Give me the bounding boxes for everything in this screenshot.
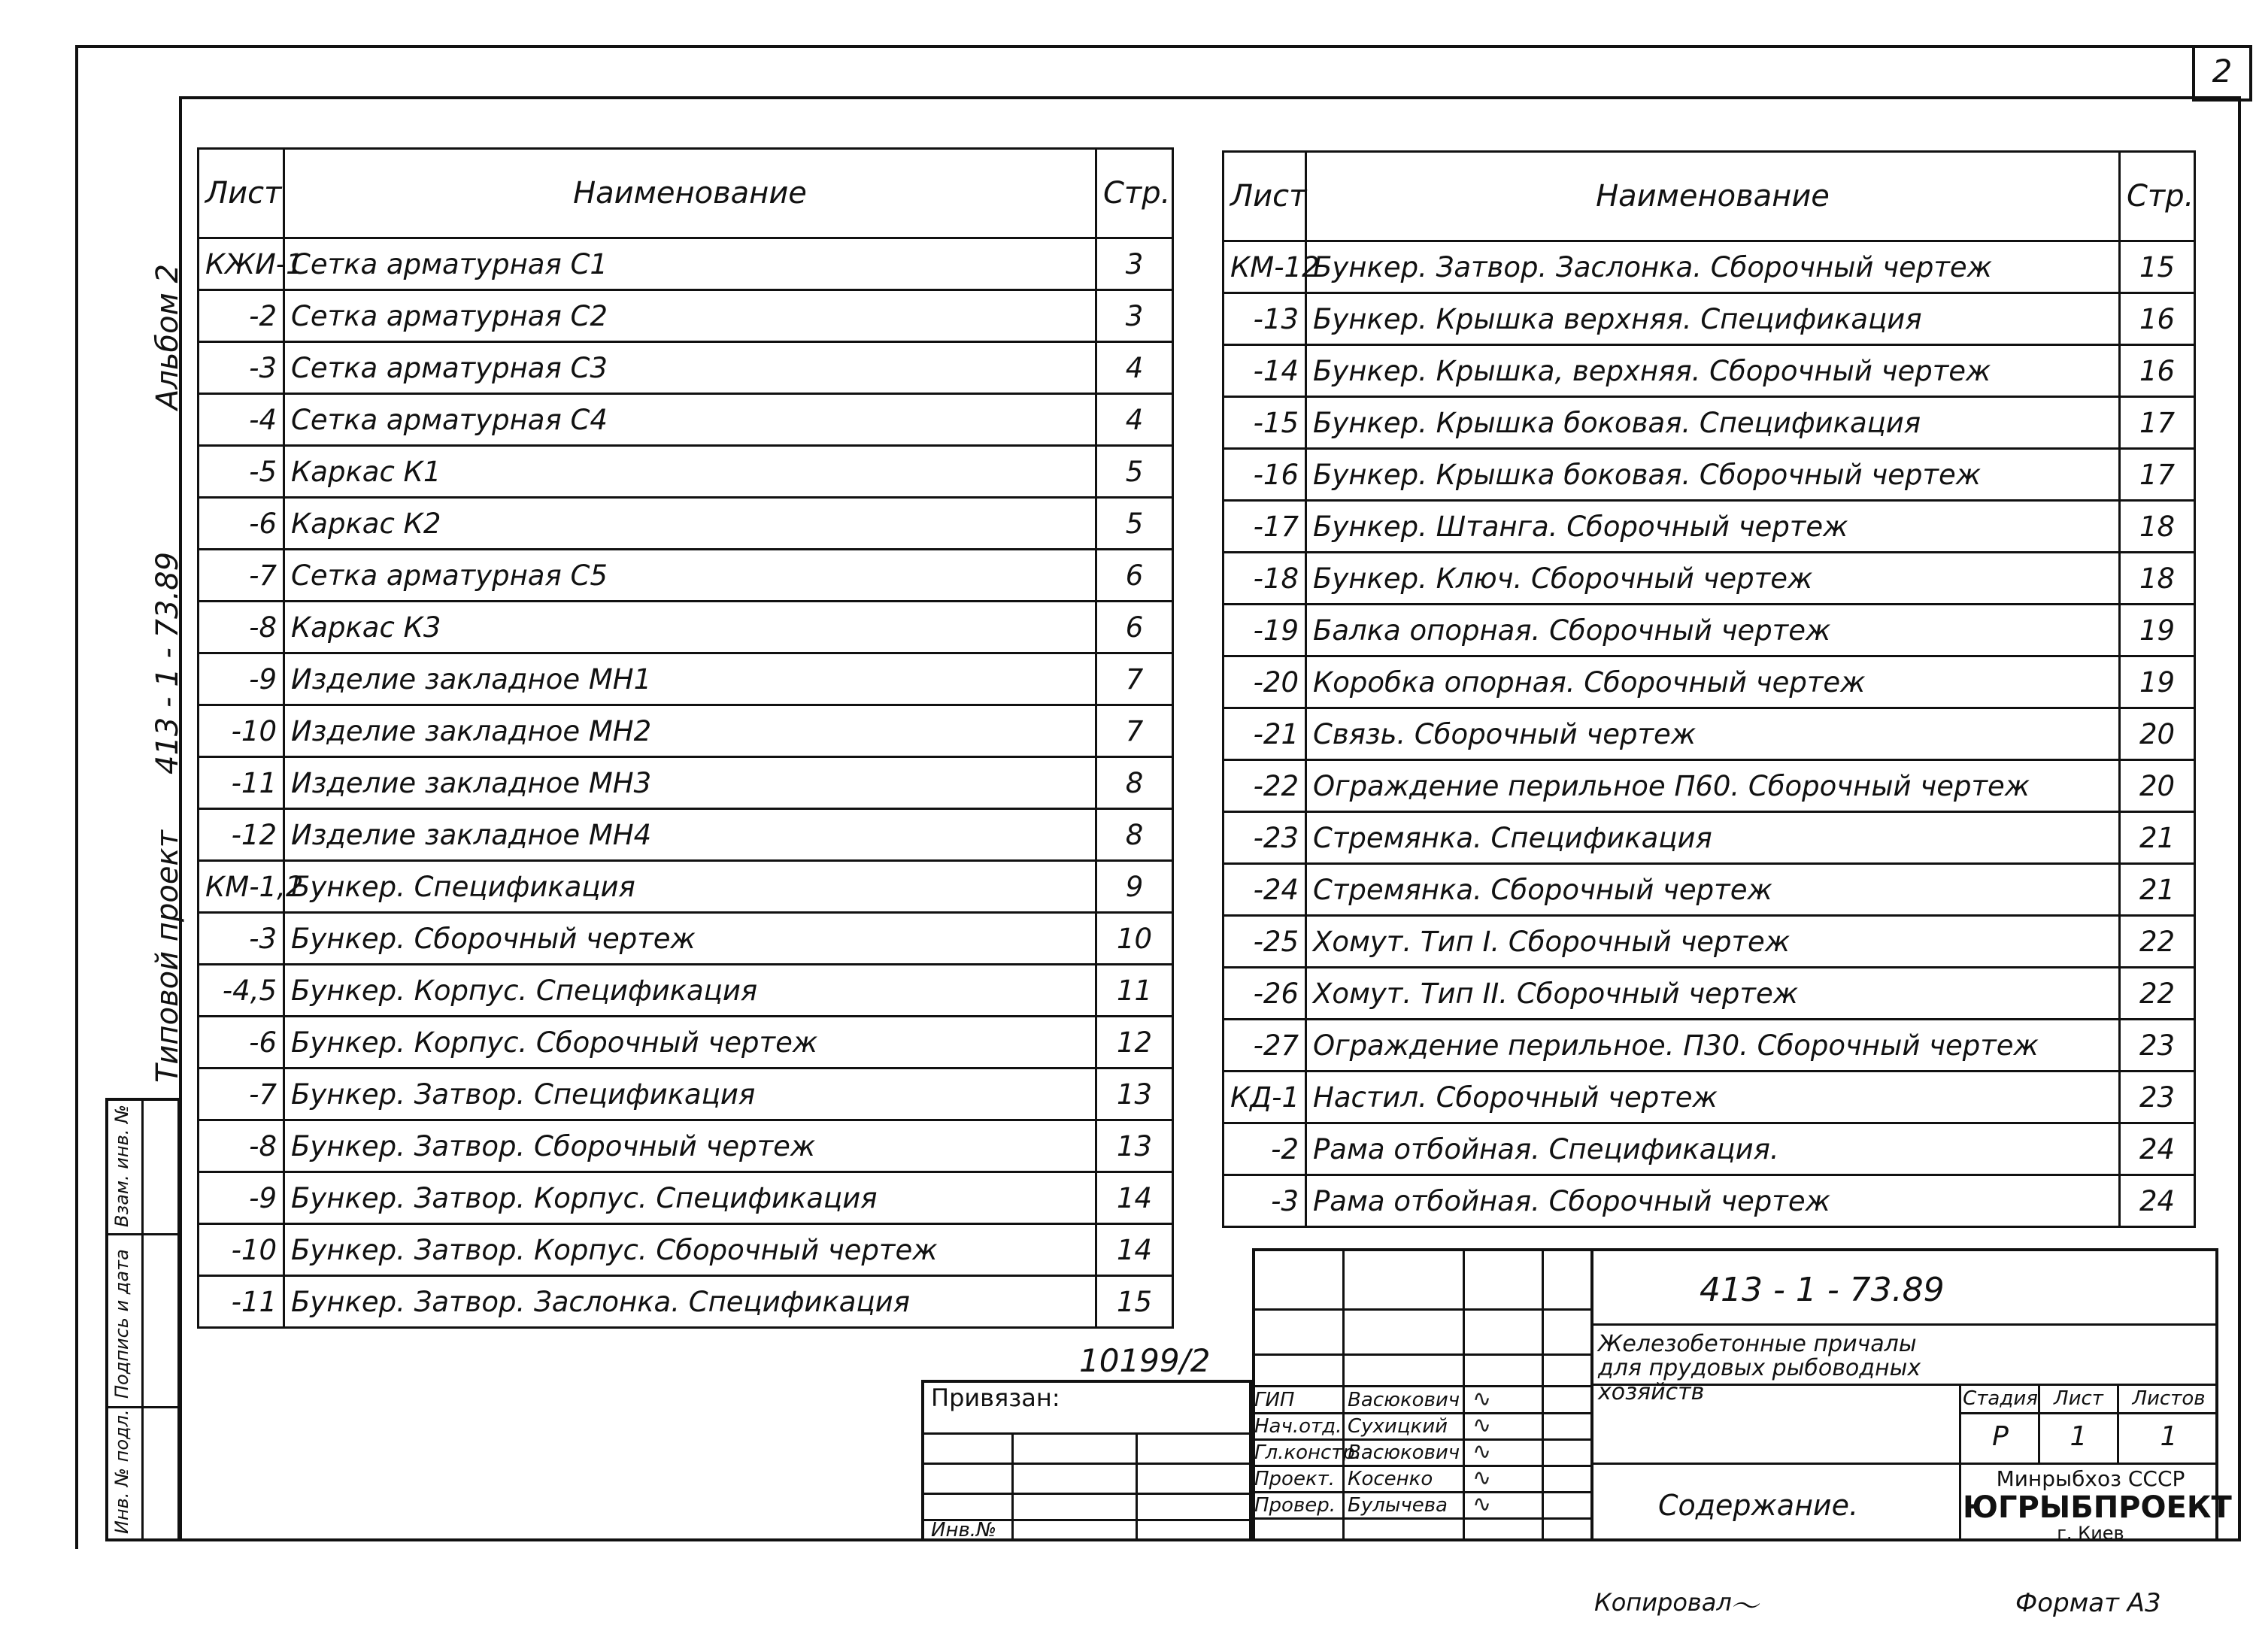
role-row-4 <box>1252 1491 1590 1493</box>
right-table-cell-name: Рама отбойная. Спецификация. <box>1306 1123 2120 1175</box>
left-table-row <box>199 913 1173 965</box>
left-table-cell-name: Каркас К1 <box>284 446 1096 498</box>
right-table-row <box>1224 760 2195 812</box>
right-table-row <box>1224 1175 2195 1227</box>
right-table-cell-page: 24 <box>2120 1175 2195 1227</box>
left-table-cell-name: Бункер. Затвор. Заслонка. Спецификация <box>284 1276 1096 1328</box>
right-table-row <box>1224 656 2195 708</box>
left-table-cell-name: Изделие закладное МН4 <box>284 809 1096 861</box>
role-person: Булычева <box>1348 1494 1448 1517</box>
right-header-sheet: Лист <box>1224 152 1306 241</box>
right-table-cell-sheet: -21 <box>1224 708 1306 760</box>
side-stamp-replace-label: Взам. инв. № <box>111 1105 132 1227</box>
left-table-row <box>199 238 1173 290</box>
right-table-cell-page: 18 <box>2120 553 2195 605</box>
left-table-cell-sheet: -10 <box>199 1224 284 1276</box>
right-table-cell-page: 16 <box>2120 345 2195 397</box>
role-col-2 <box>1463 1248 1465 1541</box>
left-table-cell-name: Изделие закладное МН1 <box>284 653 1096 705</box>
signature-mark: ∿ <box>1472 1386 1492 1412</box>
left-table-cell-sheet: -3 <box>199 342 284 394</box>
left-table-row <box>199 290 1173 342</box>
left-table-row <box>199 861 1173 913</box>
left-table-row <box>199 342 1173 394</box>
left-table-cell-name: Бункер. Затвор. Корпус. Сборочный чертеж <box>284 1224 1096 1276</box>
right-table-cell-page: 20 <box>2120 760 2195 812</box>
left-table-cell-name: Сетка арматурная С5 <box>284 550 1096 602</box>
right-table-cell-page: 16 <box>2120 293 2195 345</box>
right-table-row <box>1224 1072 2195 1123</box>
right-table-row <box>1224 1123 2195 1175</box>
left-table-row <box>199 550 1173 602</box>
left-table-cell-sheet: -5 <box>199 446 284 498</box>
title-code: 413 - 1 - 73.89 <box>1700 1271 1945 1309</box>
signature-mark: ∿ <box>1472 1465 1492 1491</box>
left-table-cell-name: Бункер. Сборочный чертеж <box>284 913 1096 965</box>
right-table-cell-page: 21 <box>2120 812 2195 864</box>
left-table-cell-sheet: -9 <box>199 1172 284 1224</box>
left-table-row <box>199 705 1173 757</box>
right-index-table <box>1222 150 2196 1228</box>
binding-inv-label: Инв.№ <box>931 1519 997 1541</box>
left-table-row <box>199 653 1173 705</box>
right-table-row <box>1224 1020 2195 1072</box>
right-table-cell-page: 23 <box>2120 1072 2195 1123</box>
right-table-row <box>1224 708 2195 760</box>
right-table-cell-page: 17 <box>2120 449 2195 501</box>
right-table-cell-sheet: -26 <box>1224 968 1306 1020</box>
stage-value: Р <box>1992 1421 2009 1452</box>
archive-number: 10199/2 <box>1079 1342 1211 1379</box>
left-table-cell-sheet: -6 <box>199 1017 284 1068</box>
right-table-cell-name: Ограждение перильное П60. Сборочный чертеж <box>1306 760 2120 812</box>
right-table-cell-sheet: -13 <box>1224 293 1306 345</box>
role-title: ГИП <box>1254 1389 1295 1411</box>
right-table-cell-name: Связь. Сборочный чертеж <box>1306 708 2120 760</box>
stage-header-underline <box>1959 1412 2218 1414</box>
sheet-header: Лист <box>2054 1387 2103 1410</box>
binding-col-1 <box>1011 1432 1014 1541</box>
role-person: Васюкович <box>1348 1441 1460 1464</box>
right-table-cell-name: Бункер. Крышка боковая. Сборочный чертеж <box>1306 449 2120 501</box>
right-table-cell-sheet: КМ-12 <box>1224 241 1306 293</box>
org-city: г. Киев <box>2057 1523 2124 1544</box>
left-table-cell-page: 7 <box>1096 705 1173 757</box>
left-table-cell-name: Бункер. Затвор. Сборочный чертеж <box>284 1120 1096 1172</box>
right-table-cell-page: 19 <box>2120 656 2195 708</box>
role-row-top-2 <box>1252 1353 1590 1356</box>
left-table-cell-name: Бункер. Корпус. Сборочный чертеж <box>284 1017 1096 1068</box>
right-table-cell-name: Коробка опорная. Сборочный чертеж <box>1306 656 2120 708</box>
right-table-cell-name: Настил. Сборочный чертеж <box>1306 1072 2120 1123</box>
right-table-cell-sheet: -18 <box>1224 553 1306 605</box>
right-table-cell-name: Бункер. Ключ. Сборочный чертеж <box>1306 553 2120 605</box>
side-album-label: Альбом 2 <box>150 264 185 410</box>
role-person: Васюкович <box>1348 1389 1460 1411</box>
right-table-row <box>1224 968 2195 1020</box>
left-table-cell-sheet: -7 <box>199 1068 284 1120</box>
right-table-cell-sheet: -27 <box>1224 1020 1306 1072</box>
top-border-line <box>75 45 2252 48</box>
right-table-cell-sheet: -19 <box>1224 605 1306 656</box>
role-person: Сухицкий <box>1348 1415 1448 1438</box>
left-table-row <box>199 965 1173 1017</box>
left-table-cell-page: 7 <box>1096 653 1173 705</box>
role-row-3 <box>1252 1465 1590 1467</box>
right-table-cell-page: 22 <box>2120 968 2195 1020</box>
side-stamp-row-1 <box>105 1233 180 1235</box>
sheets-header: Листов <box>2132 1387 2206 1410</box>
left-table-cell-page: 3 <box>1096 238 1173 290</box>
right-table-cell-name: Бункер. Затвор. Заслонка. Сборочный чертеж <box>1306 241 2120 293</box>
copied-signature: 〜 <box>1730 1590 1759 1623</box>
right-table-cell-sheet: -3 <box>1224 1175 1306 1227</box>
left-table-cell-name: Изделие закладное МН3 <box>284 757 1096 809</box>
side-stamp-divider <box>141 1098 144 1541</box>
right-table-cell-sheet: -22 <box>1224 760 1306 812</box>
left-table-row <box>199 1172 1173 1224</box>
role-title: Гл.констр. <box>1254 1441 1362 1464</box>
right-table-cell-name: Бункер. Крышка, верхняя. Сборочный чертеж <box>1306 345 2120 397</box>
right-table-cell-sheet: -16 <box>1224 449 1306 501</box>
left-table-row <box>199 1120 1173 1172</box>
stage-values-underline <box>1959 1463 2218 1465</box>
role-col-3 <box>1542 1248 1544 1541</box>
page-number: 2 <box>2212 53 2233 89</box>
side-stamp-inv-label: Инв. № подл. <box>111 1409 132 1534</box>
right-table-cell-sheet: -14 <box>1224 345 1306 397</box>
left-table-row <box>199 1224 1173 1276</box>
left-table-row <box>199 757 1173 809</box>
left-table-cell-name: Каркас К3 <box>284 602 1096 653</box>
right-table-row <box>1224 916 2195 968</box>
left-table-cell-page: 4 <box>1096 342 1173 394</box>
copied-label: Копировал <box>1594 1588 1732 1617</box>
left-table-cell-page: 10 <box>1096 913 1173 965</box>
right-table-cell-name: Ограждение перильное. П30. Сборочный чертеж <box>1306 1020 2120 1072</box>
signature-mark: ∿ <box>1472 1412 1492 1438</box>
signature-mark: ∿ <box>1472 1491 1492 1517</box>
binding-col-2 <box>1136 1432 1138 1541</box>
right-table-cell-sheet: -24 <box>1224 864 1306 916</box>
binding-row-1 <box>921 1432 1252 1435</box>
right-table-cell-page: 20 <box>2120 708 2195 760</box>
right-table-cell-sheet: -2 <box>1224 1123 1306 1175</box>
right-table-cell-name: Балка опорная. Сборочный чертеж <box>1306 605 2120 656</box>
left-table-cell-sheet: КМ-1,2 <box>199 861 284 913</box>
right-table-cell-name: Хомут. Тип I. Сборочный чертеж <box>1306 916 2120 968</box>
role-row-1 <box>1252 1412 1590 1414</box>
role-row-5 <box>1252 1517 1590 1520</box>
right-table-cell-name: Стремянка. Сборочный чертеж <box>1306 864 2120 916</box>
left-table-row <box>199 498 1173 550</box>
right-table-cell-sheet: -20 <box>1224 656 1306 708</box>
right-table-row <box>1224 553 2195 605</box>
left-table-cell-page: 14 <box>1096 1172 1173 1224</box>
left-table-cell-name: Бункер. Корпус. Спецификация <box>284 965 1096 1017</box>
left-table-row <box>199 394 1173 446</box>
sheets-value: 1 <box>2160 1421 2178 1452</box>
right-table-cell-name: Бункер. Крышка боковая. Спецификация <box>1306 397 2120 449</box>
left-table-cell-page: 8 <box>1096 809 1173 861</box>
right-table-cell-page: 18 <box>2120 501 2195 553</box>
signature-mark: ∿ <box>1472 1438 1492 1465</box>
format-label: Формат А3 <box>2015 1588 2161 1618</box>
stage-header: Стадия <box>1963 1387 2038 1410</box>
left-table-cell-page: 9 <box>1096 861 1173 913</box>
side-stamp-row-2 <box>105 1406 180 1408</box>
left-table-cell-page: 13 <box>1096 1068 1173 1120</box>
role-row-top-1 <box>1252 1308 1590 1311</box>
right-table-row <box>1224 605 2195 656</box>
right-table-cell-page: 24 <box>2120 1123 2195 1175</box>
right-table-row <box>1224 241 2195 293</box>
right-table-cell-name: Бункер. Крышка верхняя. Спецификация <box>1306 293 2120 345</box>
right-table-row <box>1224 812 2195 864</box>
left-table-cell-sheet: -12 <box>199 809 284 861</box>
right-table-row <box>1224 501 2195 553</box>
left-header-name: Наименование <box>284 149 1096 238</box>
binding-label: Привязан: <box>931 1384 1060 1412</box>
left-table-cell-sheet: -4 <box>199 394 284 446</box>
left-table-cell-name: Каркас К2 <box>284 498 1096 550</box>
role-title: Нач.отд. <box>1254 1415 1342 1438</box>
left-table-row <box>199 602 1173 653</box>
left-table-cell-page: 6 <box>1096 550 1173 602</box>
left-table-cell-page: 8 <box>1096 757 1173 809</box>
left-table-cell-page: 4 <box>1096 394 1173 446</box>
left-table-cell-page: 13 <box>1096 1120 1173 1172</box>
right-table-cell-name: Стремянка. Спецификация <box>1306 812 2120 864</box>
right-table-row <box>1224 345 2195 397</box>
left-header-sheet: Лист <box>199 149 284 238</box>
right-table-cell-name: Хомут. Тип II. Сборочный чертеж <box>1306 968 2120 1020</box>
right-table-cell-page: 22 <box>2120 916 2195 968</box>
sheet-value: 1 <box>2070 1421 2088 1452</box>
title-name: Железобетонные причалы для прудовых рыбоводных хозяйств <box>1598 1331 1921 1405</box>
right-table-row <box>1224 449 2195 501</box>
doc-name-top-line <box>1590 1463 1959 1465</box>
right-table-cell-name: Бункер. Штанга. Сборочный чертеж <box>1306 501 2120 553</box>
left-table-cell-sheet: КЖИ-1 <box>199 238 284 290</box>
left-table-cell-name: Бункер. Затвор. Корпус. Спецификация <box>284 1172 1096 1224</box>
right-header-page: Стр. <box>2120 152 2195 241</box>
title-block-left-section-divider <box>1590 1248 1593 1541</box>
left-table-row <box>199 1017 1173 1068</box>
right-table-cell-sheet: -25 <box>1224 916 1306 968</box>
role-row-0 <box>1252 1385 1590 1387</box>
left-table-cell-page: 14 <box>1096 1224 1173 1276</box>
side-project-type: Типовой проект <box>150 830 185 1083</box>
document-name: Содержание. <box>1658 1489 1859 1522</box>
role-title: Провер. <box>1254 1494 1336 1517</box>
left-table-row <box>199 1068 1173 1120</box>
left-table-cell-sheet: -4,5 <box>199 965 284 1017</box>
right-table-cell-sheet: -17 <box>1224 501 1306 553</box>
left-table-cell-sheet: -7 <box>199 550 284 602</box>
left-table-cell-page: 6 <box>1096 602 1173 653</box>
left-table-row <box>199 809 1173 861</box>
left-index-table <box>197 147 1174 1329</box>
right-table-cell-sheet: -15 <box>1224 397 1306 449</box>
right-table-cell-page: 17 <box>2120 397 2195 449</box>
left-table-cell-page: 3 <box>1096 290 1173 342</box>
role-title: Проект. <box>1254 1468 1336 1490</box>
left-table-cell-name: Изделие закладное МН2 <box>284 705 1096 757</box>
left-table-cell-name: Сетка арматурная С1 <box>284 238 1096 290</box>
org-name: ЮГРЫБПРОЕКТ <box>1963 1490 2232 1525</box>
role-row-2 <box>1252 1438 1590 1441</box>
left-border-line <box>75 45 78 1549</box>
left-table-row <box>199 1276 1173 1328</box>
right-table-row <box>1224 864 2195 916</box>
org-ministry: Минрыбхоз СССР <box>1996 1466 2185 1491</box>
left-table-cell-sheet: -11 <box>199 757 284 809</box>
side-stamp-signature-label: Подпись и дата <box>111 1249 132 1399</box>
left-header-page: Стр. <box>1096 149 1173 238</box>
side-project-code: 413 - 1 - 73.89 <box>150 551 185 774</box>
left-table-cell-name: Сетка арматурная С2 <box>284 290 1096 342</box>
role-person: Косенко <box>1348 1468 1433 1490</box>
role-col-1 <box>1342 1248 1345 1541</box>
left-table-cell-sheet: -8 <box>199 1120 284 1172</box>
binding-row-2 <box>921 1463 1252 1465</box>
binding-row-3 <box>921 1493 1252 1495</box>
left-table-cell-sheet: -6 <box>199 498 284 550</box>
left-table-cell-sheet: -8 <box>199 602 284 653</box>
left-table-cell-name: Бункер. Затвор. Спецификация <box>284 1068 1096 1120</box>
title-code-underline <box>1590 1323 2218 1326</box>
right-table-cell-sheet: -23 <box>1224 812 1306 864</box>
left-table-cell-page: 11 <box>1096 965 1173 1017</box>
right-table-cell-sheet: КД-1 <box>1224 1072 1306 1123</box>
right-table-row <box>1224 397 2195 449</box>
left-table-cell-sheet: -9 <box>199 653 284 705</box>
right-header-name: Наименование <box>1306 152 2120 241</box>
right-table-cell-name: Рама отбойная. Сборочный чертеж <box>1306 1175 2120 1227</box>
left-table-cell-sheet: -3 <box>199 913 284 965</box>
right-table-cell-page: 23 <box>2120 1020 2195 1072</box>
left-table-cell-name: Сетка арматурная С4 <box>284 394 1096 446</box>
left-table-row <box>199 446 1173 498</box>
left-table-cell-page: 15 <box>1096 1276 1173 1328</box>
left-table-cell-name: Сетка арматурная С3 <box>284 342 1096 394</box>
left-table-cell-name: Бункер. Спецификация <box>284 861 1096 913</box>
right-table-row <box>1224 293 2195 345</box>
left-table-cell-page: 5 <box>1096 498 1173 550</box>
left-table-cell-sheet: -10 <box>199 705 284 757</box>
right-table-cell-page: 21 <box>2120 864 2195 916</box>
left-table-cell-sheet: -2 <box>199 290 284 342</box>
left-table-cell-page: 5 <box>1096 446 1173 498</box>
left-table-cell-page: 12 <box>1096 1017 1173 1068</box>
right-table-cell-page: 19 <box>2120 605 2195 656</box>
left-table-cell-sheet: -11 <box>199 1276 284 1328</box>
right-table-cell-page: 15 <box>2120 241 2195 293</box>
